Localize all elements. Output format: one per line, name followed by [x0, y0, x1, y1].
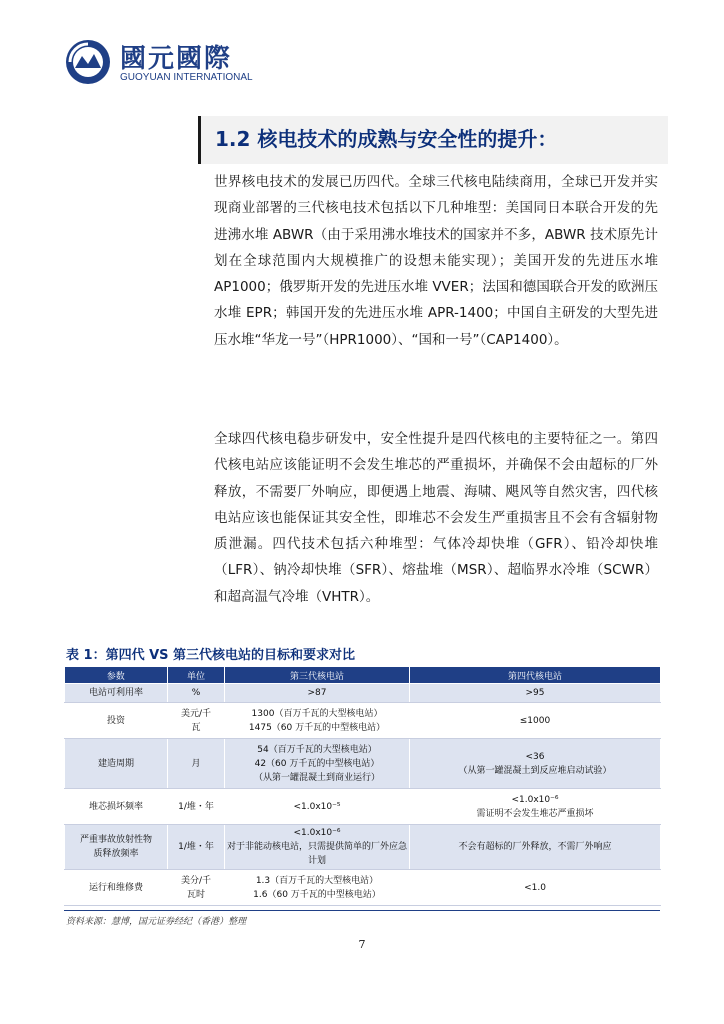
cell-param — [65, 870, 168, 906]
cell-line: 月 — [191, 758, 201, 769]
table-title: 表 1：第四代 VS 第三代核电站的目标和要求对比 — [66, 648, 356, 663]
cell-line: 1300（百万千瓦的大型核电站） — [251, 708, 383, 719]
cell-param — [65, 739, 168, 789]
cell-line: 美元/千 — [180, 708, 212, 719]
cell-gen4 — [410, 703, 661, 739]
source-divider — [64, 910, 660, 911]
header-gen3: 第三代核电站 — [225, 667, 410, 684]
cell-gen4 — [410, 789, 661, 825]
cell-line: 对于非能动核电站，只需提供简单的厂外应急计划 — [227, 842, 408, 866]
cell-unit — [168, 789, 225, 825]
company-logo — [64, 36, 264, 88]
cell-line: 运行和维修费 — [88, 882, 143, 893]
cell-line: <36 — [525, 751, 545, 762]
table-row — [65, 703, 661, 739]
cell-gen4 — [410, 825, 661, 870]
cell-line: <1.0x10⁻⁶ — [511, 794, 559, 805]
cell-unit — [168, 870, 225, 906]
cell-line: 堆芯损坏频率 — [88, 801, 143, 812]
table-row — [65, 870, 661, 906]
cell-line: 1.6（60 万千瓦的中型核电站） — [253, 889, 381, 900]
cell-unit — [168, 825, 225, 870]
cell-line: 54（百万千瓦的大型核电站） — [257, 744, 377, 755]
cell-gen4 — [410, 684, 661, 703]
cell-unit — [168, 739, 225, 789]
logo-emblem-icon — [64, 38, 112, 86]
source-note: 资料来源：慧博，国元证券经纪（香港）整理 — [66, 917, 247, 927]
cell-line: <1.0x10⁻⁵ — [293, 801, 341, 812]
cell-line: <1.0x10⁻⁶ — [293, 828, 341, 838]
cell-line: >87 — [307, 688, 327, 698]
cell-line: 瓦时 — [186, 889, 205, 900]
comparison-table — [64, 667, 660, 906]
header-unit: 单位 — [168, 667, 225, 684]
cell-param — [65, 789, 168, 825]
cell-gen4 — [410, 739, 661, 789]
cell-line: 42（60 万千瓦的中型核电站） — [254, 758, 380, 769]
logo-english-name: GUOYUAN INTERNATIONAL — [120, 72, 253, 83]
table-header-row — [65, 667, 661, 684]
cell-unit — [168, 684, 225, 703]
table-row — [65, 739, 661, 789]
table-row — [65, 789, 661, 825]
cell-line: 1/堆・年 — [178, 801, 214, 812]
cell-line: 瓦 — [191, 722, 201, 733]
cell-line: 严重事故放射性物 — [79, 835, 152, 845]
cell-gen4 — [410, 870, 661, 906]
cell-line: ≤1000 — [519, 715, 551, 726]
cell-line: 需证明不会发生堆芯严重损坏 — [476, 808, 594, 819]
cell-line: 投资 — [106, 715, 125, 726]
table-row — [65, 825, 661, 870]
cell-line: >95 — [525, 688, 545, 698]
cell-line: 1/堆・年 — [178, 842, 214, 852]
cell-line: 美分/千 — [180, 875, 212, 886]
cell-line: 1.3（百万千瓦的大型核电站） — [255, 875, 379, 886]
cell-gen3 — [225, 703, 410, 739]
cell-line: （从第一罐混凝土到反应堆启动试验） — [458, 765, 612, 776]
cell-param — [65, 825, 168, 870]
header-gen4: 第四代核电站 — [410, 667, 661, 684]
cell-line: 不会有超标的厂外释放，不需厂外响应 — [458, 842, 612, 852]
cell-line: 质释放频率 — [93, 849, 139, 859]
cell-line: 1475（60 万千瓦的中型核电站） — [248, 722, 386, 733]
section-title: 1.2 核电技术的成熟与安全性的提升： — [198, 116, 668, 164]
cell-param — [65, 703, 168, 739]
paragraph-generations: 世界核电技术的发展已历四代。全球三代核电陆续商用，全球已开发并实现商业部署的三代核电技术包括以下几种堆型：美国同日本联合开发的先进沸水堆 ABWR（由于采用沸水堆技术的国家并不多，ABWR 技术原先计划在全球范围内大规模推广的设想未能实现）；美国开发的先进压水堆 AP1000；俄罗斯开发的先进压水堆 VVER；法国和德国联合开发的欧洲压水堆 EPR；韩国开发的先进压水堆 APR-1400；中国自主研发的大型先进压水堆“华龙一号”（HPR1000）、“国和一号”（CAP1400）。 — [214, 174, 658, 348]
header-param: 参数 — [65, 667, 168, 684]
cell-param — [65, 684, 168, 703]
cell-gen3 — [225, 684, 410, 703]
cell-line: （从第一罐混凝土到商业运行） — [253, 772, 380, 783]
page-number: 7 — [358, 938, 366, 951]
cell-unit — [168, 703, 225, 739]
cell-line: 电站可利用率 — [88, 688, 143, 698]
cell-line: 建造周期 — [97, 758, 134, 769]
paragraph-fourth-gen: 全球四代核电稳步研发中，安全性提升是四代核电的主要特征之一。第四代核电站应该能证明不会发生堆芯的严重损坏，并确保不会由超标的厂外释放，不需要厂外响应，即便遇上地震、海啸、飓风等自然灾害，四代核电站应该也能保证其安全性，即堆芯不会发生严重损害且不会有含辐射物质泄漏。四代技术包括六种堆型：气体冷却快堆（GFR）、铅冷却快堆（LFR）、钠冷却快堆（SFR）、熔盐堆（MSR）、超临界水冷堆（SCWR）和超高温气冷堆（VHTR）。 — [214, 431, 658, 605]
cell-gen3 — [225, 739, 410, 789]
cell-line: <1.0 — [524, 882, 546, 893]
table-row — [65, 684, 661, 703]
cell-gen3 — [225, 870, 410, 906]
logo-chinese-name: 國元國際 — [120, 44, 233, 74]
cell-gen3 — [225, 825, 410, 870]
cell-line: % — [191, 688, 201, 698]
cell-gen3 — [225, 789, 410, 825]
